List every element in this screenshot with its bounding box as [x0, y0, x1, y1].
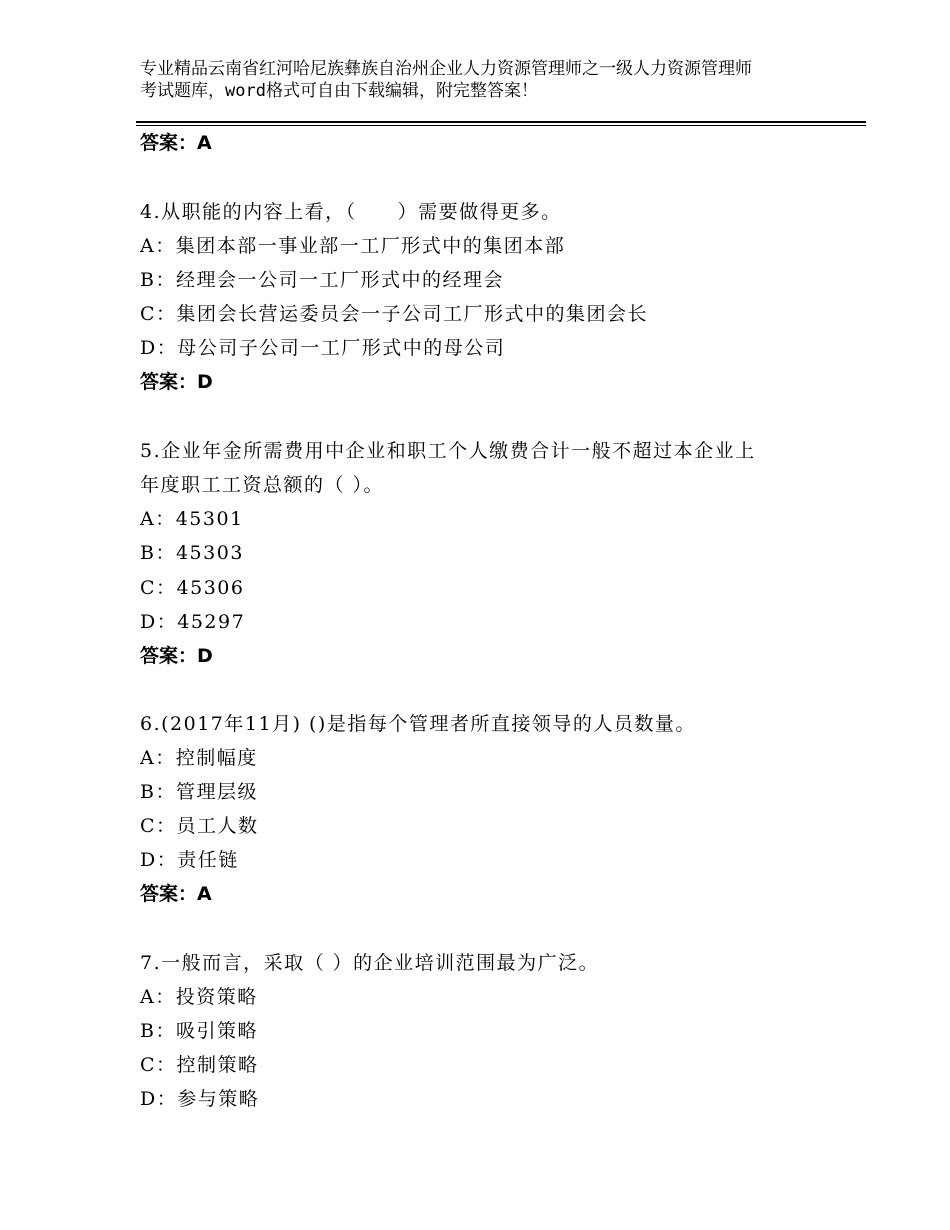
question-5-option-d: D：45297: [140, 611, 246, 633]
question-7-option-c: C：控制策略: [140, 1054, 259, 1076]
question-6-option-c: C：员工人数: [140, 815, 259, 837]
question-5-option-c: C：45306: [140, 577, 245, 599]
question-6-option-a: A：控制幅度: [140, 747, 258, 769]
question-6-option-b: B：管理层级: [140, 781, 258, 803]
header-title-line-2: 考试题库，word格式可自由下载编辑，附完整答案！: [140, 81, 538, 101]
question-7-option-a: A：投资策略: [140, 986, 258, 1008]
question-4-option-b: B：经理会一公司一工厂形式中的经理会: [140, 269, 504, 291]
question-5-option-a: A：45301: [140, 508, 244, 530]
question-4-option-c: C：集团会长营运委员会一子公司工厂形式中的集团会长: [140, 303, 649, 325]
question-7-option-d: D：参与策略: [140, 1088, 260, 1110]
answer-q6: 答案：A: [140, 883, 212, 905]
header-title-line-1: 专业精品云南省红河哈尼族彝族自治州企业人力资源管理师之一级人力资源管理师: [140, 59, 752, 79]
question-5-option-b: B：45303: [140, 542, 244, 564]
question-5-stem-line-2: 年度职工工资总额的（ ）。: [140, 474, 385, 496]
answer-q5: 答案：D: [140, 645, 213, 667]
question-4-option-d: D：母公司子公司一工厂形式中的母公司: [140, 337, 506, 359]
answer-q4: 答案：D: [140, 371, 213, 393]
question-4-option-a: A：集团本部一事业部一工厂形式中的集团本部: [140, 235, 566, 257]
header-rule-thick: [136, 121, 866, 123]
question-5-stem-line-1: 5.企业年金所需费用中企业和职工个人缴费合计一般不超过本企业上: [140, 440, 756, 462]
header-rule-thin: [136, 125, 866, 126]
question-6-option-d: D：责任链: [140, 849, 239, 871]
question-4-stem: 4.从职能的内容上看，（ ）需要做得更多。: [140, 201, 562, 223]
question-7-stem: 7.一般而言，采取（ ）的企业培训范围最为广泛。: [140, 952, 600, 974]
question-6-stem: 6.(2017年11月) ()是指每个管理者所直接领导的人员数量。: [140, 713, 696, 735]
answer-q3: 答案：A: [140, 132, 212, 154]
question-7-option-b: B：吸引策略: [140, 1020, 258, 1042]
